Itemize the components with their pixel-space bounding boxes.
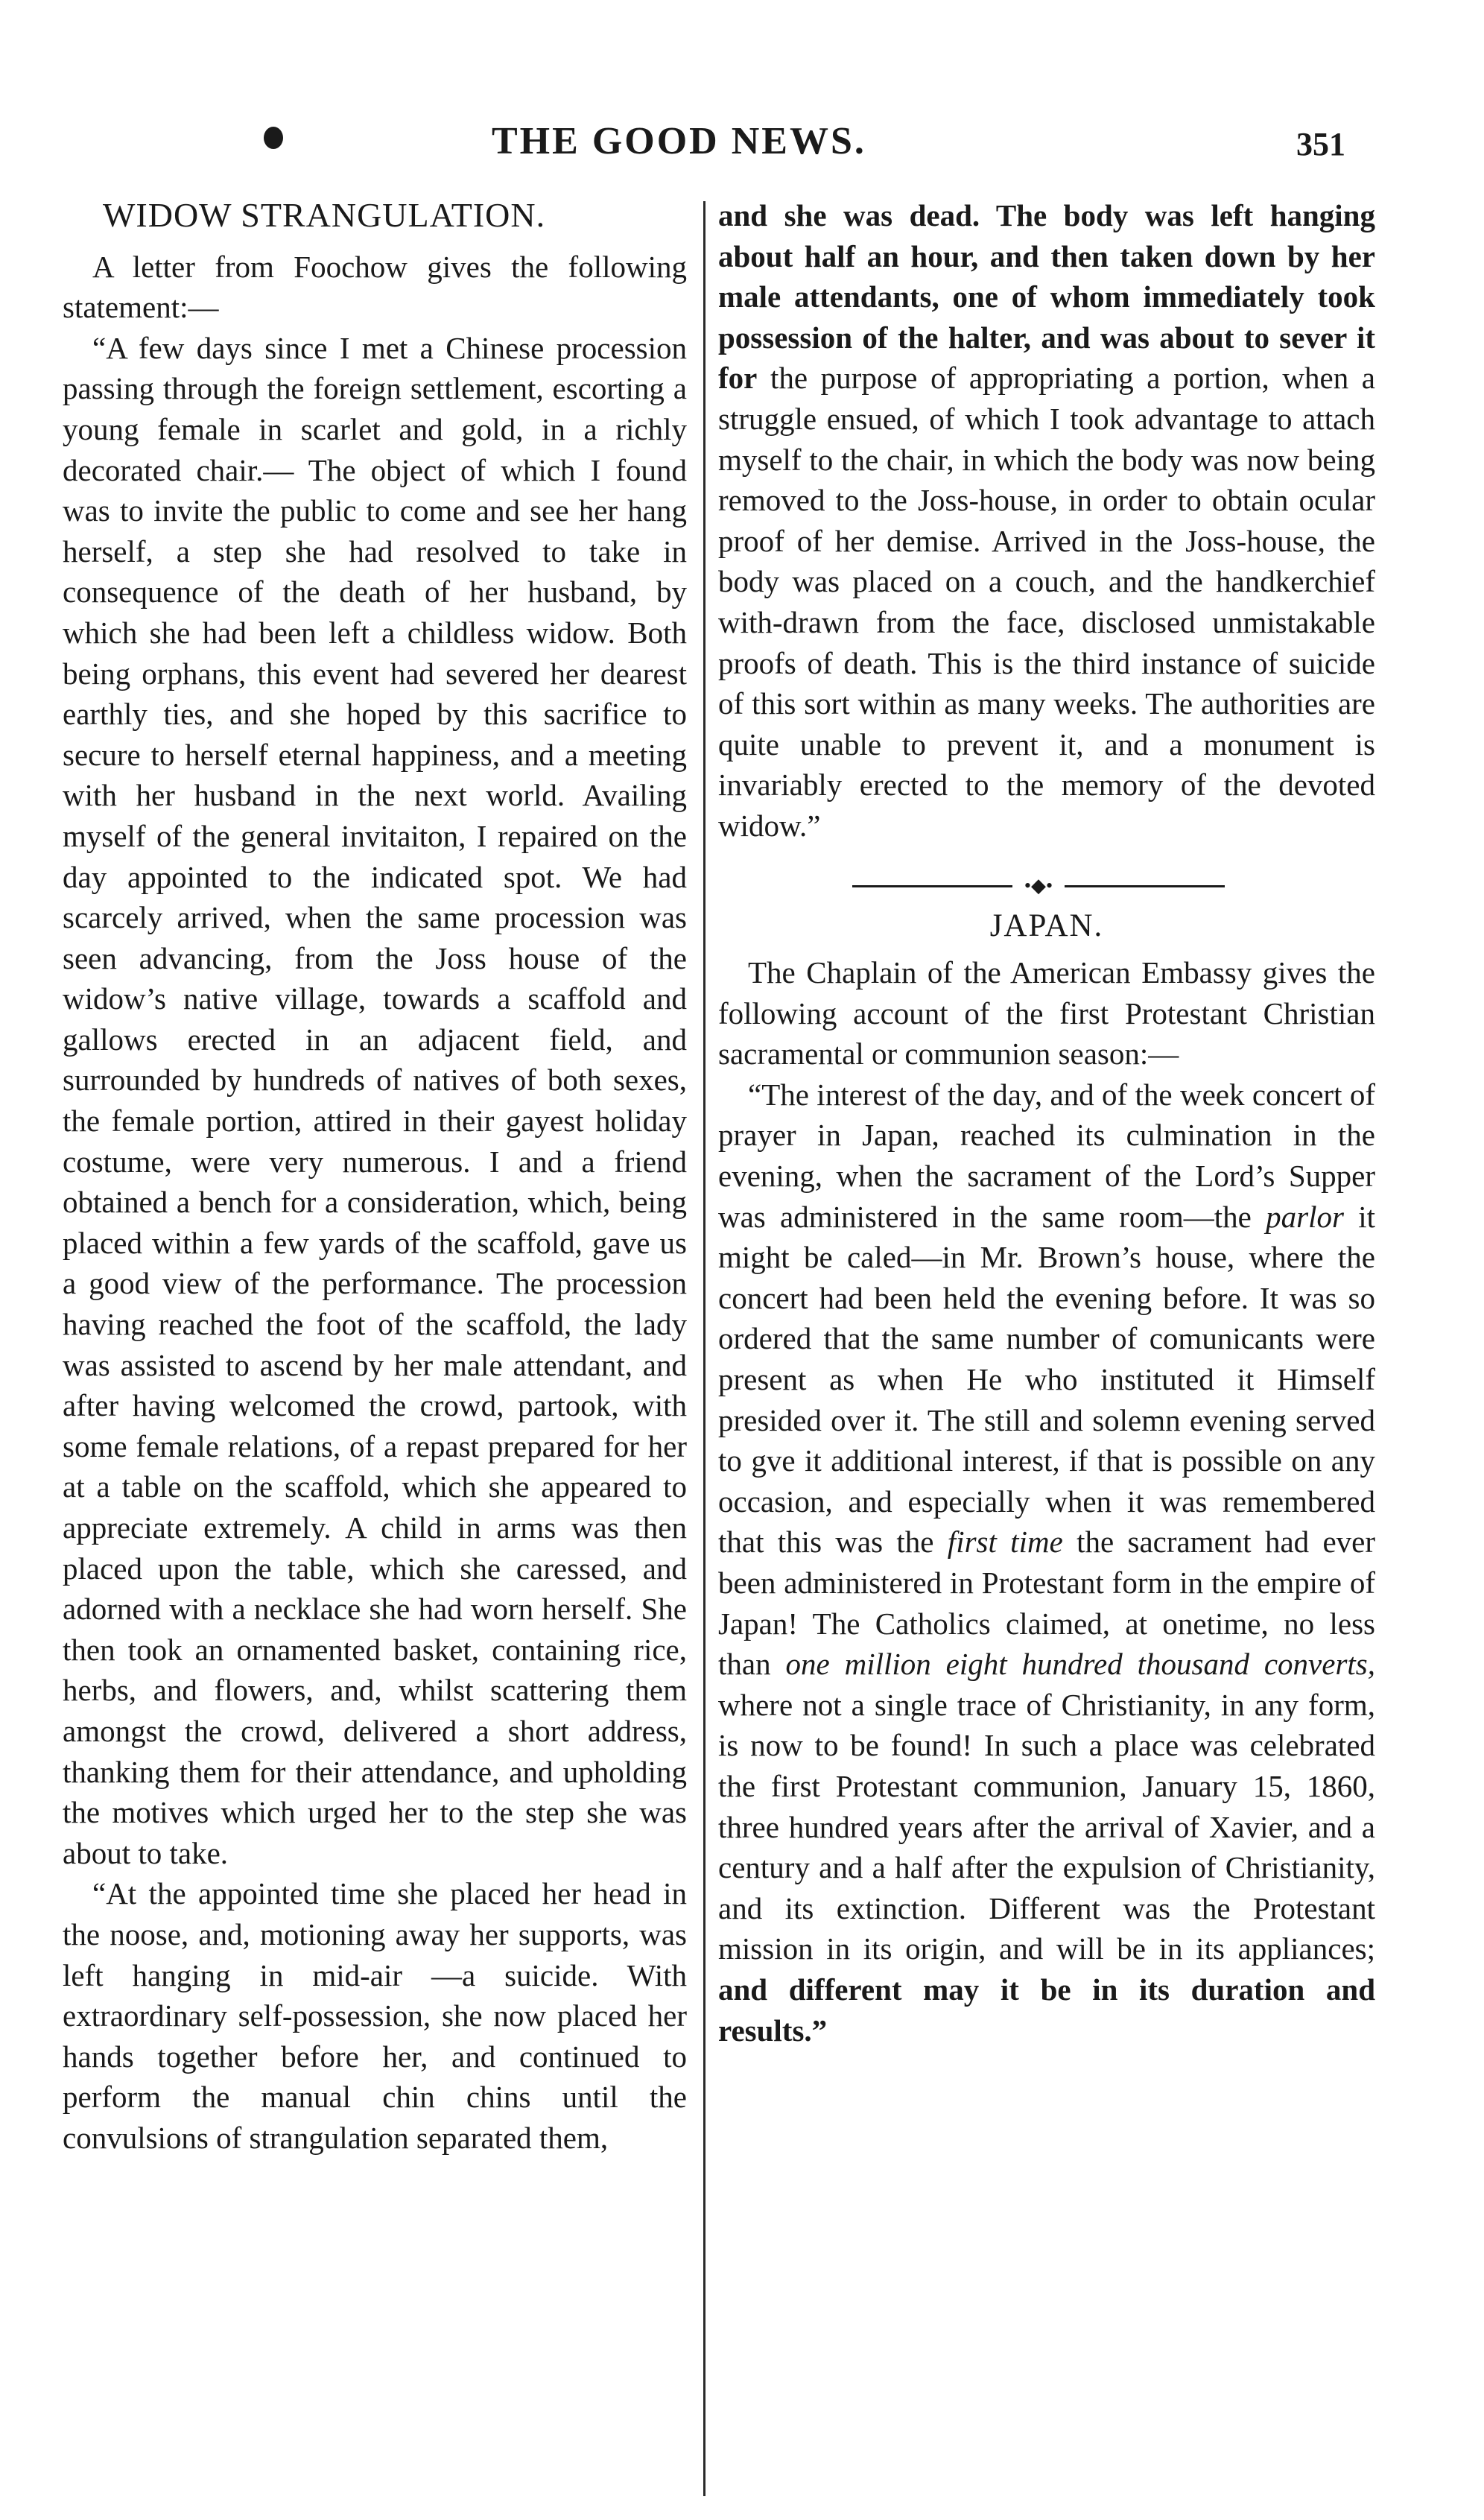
communion-text-a: “The interest of the day, and of the week concert of prayer in Japan, reached its culmination in the evening, when the sacrament of the Lord’s Supper was administered in the same room—the [718, 1077, 1375, 1234]
communion-italic-parlor: parlor [1266, 1199, 1344, 1234]
continuation-text: the purpose of appropriating a portion, when a struggle ensued, of which I took advantage to attach myself to the chair, in which the body was now being removed to the Joss-house, in order to obtain ocular proof of her demise. Arrived in the Joss-house, the body was placed on a couch, and the handkerchief with-drawn from the face, disclosed unmistakable proofs of death. This is the third instance of suicide of this sort within as many weeks. The authorities are quite unable to prevent it, and a monument is invariably erected to the memory of the devoted widow.” [718, 361, 1376, 843]
paragraph-chaplain: The Chaplain of the American Embassy gives the following account of the first Protestant Christian sacramental or communion season:— [718, 955, 1375, 1071]
communion-text-d: where not a single trace of Christianity, in any form, is now to be found! In such a place was celebrated the first Protestant communion, January 15, 1860, three hundred years after the arrival of Xavier, and a century and a half after the expulsion of Christianity, and its extinction. Different was the Protestant mission in its origin, and will be in its appliances; [718, 1687, 1375, 1966]
right-column [718, 195, 1375, 2051]
page-number: 351 [1296, 126, 1345, 162]
divider-ornament: •◆• [1012, 872, 1065, 900]
continuation-bold-text: and she was dead. The body was left hanging about half an hour, and then taken down by her male attendants, one of whom immediately took possession of the halter, and was about to sever it for [718, 198, 1375, 396]
paragraph-letter: “A few days since I met a Chinese procession passing through the foreign settlement, escorting a young female in scarlet and gold, in a richly decorated chair.— The object of which I found was to invite the public to come and see her hang herself, a step she had resolved to take in consequence of the death of her husband, by which she had been left a childless widow. Both being orphans, this event had severed her dearest earthly ties, and she hoped by this sacrifice to secure to herself eternal happiness, and a meeting with her husband in the next world. Availing myself of the general invitaiton, I repaired on the day appointed to the indicated spot. We had scarcely arrived, when the same procession was seen advancing, from the Joss house of the widow’s native village, towards a scaffold and gallows erected in an adjacent field, and surrounded by hundreds of natives of both sexes, the female portion, attired in their gayest holiday costume, were very numerous. I and a friend obtained a bench for a consideration, which, being placed within a few yards of the scaffold, gave us a good view of the performance. The procession having reached the foot of the scaffold, the lady was assisted to ascend by her male attendant, and after having welcomed the crowd, partook, with some female relations, of a repast prepared for her at a table on the scaffold, which she appeared to appreciate extremely. A child in arms was then placed upon the table, which she caressed, and adorned with a necklace she had worn herself. She then took an ornamented basket, containing rice, herbs, and flowers, and, whilst scattering them amongst the crowd, delivered a short address, thanking them for their attendance, and upholding the motives which urged her to the step she was about to take. [63, 330, 687, 1870]
communion-text-b: it might be caled—in Mr. Brown’s house, where the concert had been held the evening before. It was so ordered that the same number of comunicants were present as when He who instituted it Himself presided over it. The still and solemn evening served to gve it additional interest, if that is possible on any occasion, and especially when it was remembered that this was the [718, 1199, 1376, 1560]
communion-text-closing-bold: and different may it be in its duration and results.” [718, 1972, 1375, 2048]
paragraph-continuation [718, 195, 1375, 846]
article-heading-widow-strangulation: WIDOW STRANGULATION. [103, 196, 546, 234]
column-divider-rule [703, 201, 705, 2496]
paragraph-intro: A letter from Foochow gives the following statement:— [63, 249, 687, 325]
communion-italic-first-time: first time [947, 1525, 1063, 1560]
article-heading-japan: JAPAN. [989, 908, 1104, 943]
paragraph-execution: “At the appointed time she placed her head in the noose, and, motioning away her supports, was left hanging in mid-air —a suicide. With extraordinary self-possession, she now placed her hands together before her, and continued to perform the manual chin chins until the convulsions of strangulation separated them, [63, 1876, 687, 2155]
section-divider [718, 872, 1375, 902]
ink-blot [264, 127, 283, 149]
running-title: THE GOOD NEWS. [492, 120, 866, 162]
communion-italic-converts: one million eight hundred thousand converts, [785, 1647, 1375, 1682]
communion-text-c: the sacrament had ever been administered in Protestant form in the empire of Japan! The Catholics claimed, at onetime, no less than [718, 1525, 1376, 1682]
left-column [63, 195, 687, 2159]
paragraph-communion [718, 1074, 1375, 2051]
